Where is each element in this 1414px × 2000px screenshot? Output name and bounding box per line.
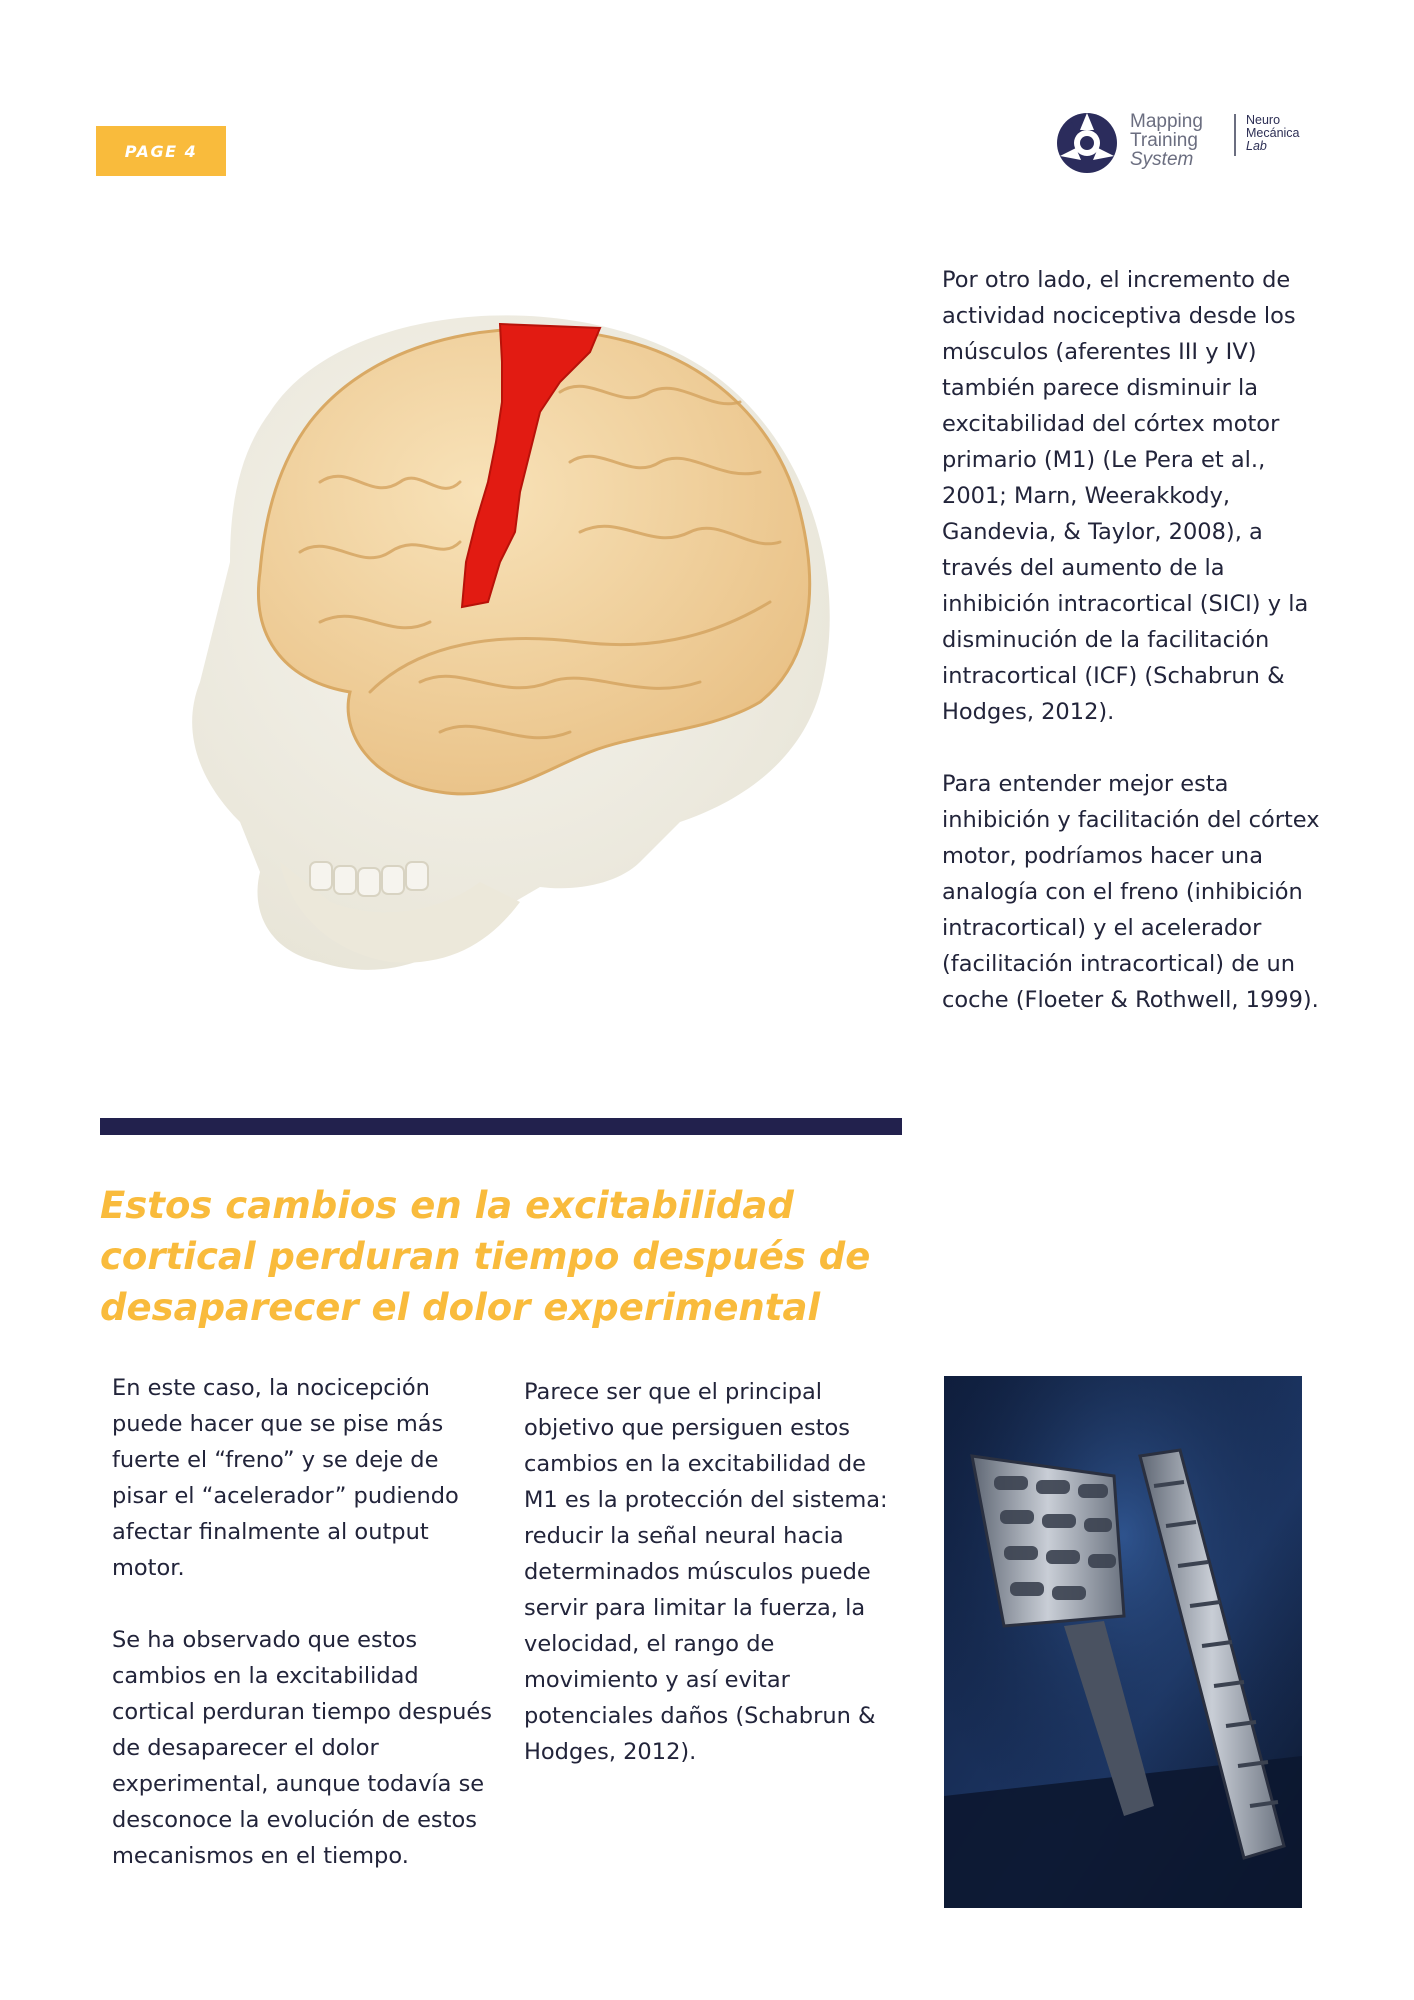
section-heading: Estos cambios en la excitabilidad cortical perduran tiempo después de desaparecer el dolor experimental xyxy=(100,1184,871,1329)
logo-line-1: Mapping xyxy=(1130,111,1203,132)
logo-lab-name xyxy=(1246,114,1300,153)
logo-sub-1: Neuro xyxy=(1246,113,1281,127)
left-paragraph-1: En este caso, la nocicepción puede hacer que se pise más fuerte el “freno” y se deje de pisar el “acelerador” pudiendo afectar finalmente al output motor. xyxy=(112,1375,459,1581)
page-number-badge: PAGE 4 xyxy=(96,126,226,176)
car-pedals-photo xyxy=(944,1376,1302,1908)
left-column-text xyxy=(112,1370,494,1874)
brain-motor-cortex-illustration xyxy=(120,262,860,1002)
logo-wordmark xyxy=(1130,112,1203,169)
logo-divider xyxy=(1234,114,1236,156)
middle-column-text xyxy=(524,1374,906,1770)
left-paragraph-2: Se ha observado que estos cambios en la excitabilidad cortical perduran tiempo después de desaparecer el dolor experimental, aunque todavía se desconoce la evolución de estos mecanismos en el tiempo. xyxy=(112,1627,492,1869)
logo-sub-2: Mecánica xyxy=(1246,126,1300,140)
right-column-text xyxy=(942,262,1332,1018)
logo-line-3: System xyxy=(1130,149,1194,170)
section-divider xyxy=(100,1118,902,1135)
middle-paragraph-1: Parece ser que el principal objetivo que persiguen estos cambios en la excitabilidad de M1 es la protección del sistema: reducir la señal neural hacia determinados músculos puede servir para limitar la fuerza, la velocidad, el rango de movimiento y así evitar potenciales daños (Schabrun & Hodges, 2012). xyxy=(524,1379,888,1765)
logo xyxy=(1054,110,1324,176)
logo-line-2: Training xyxy=(1130,130,1198,151)
logo-sub-3: Lab xyxy=(1246,139,1267,153)
logo-mark-icon xyxy=(1054,110,1120,176)
right-paragraph-1: Por otro lado, el incremento de actividad nociceptiva desde los músculos (aferentes III y IV) también parece disminuir la excitabilidad del córtex motor primario (M1) (Le Pera et al., 2001; Marn, Weerakkody, Gandevia, & Taylor, 2008), a través del aumento de la inhibición intracortical (SICI) y la disminución de la facilitación intracortical (ICF) (Schabrun & Hodges, 2012). xyxy=(942,267,1309,725)
right-paragraph-2: Para entender mejor esta inhibición y facilitación del córtex motor, podríamos hacer una analogía con el freno (inhibición intracortical) y el acelerador (facilitación intracortical) de un coche (Floeter & Rothwell, 1999). xyxy=(942,771,1320,1013)
